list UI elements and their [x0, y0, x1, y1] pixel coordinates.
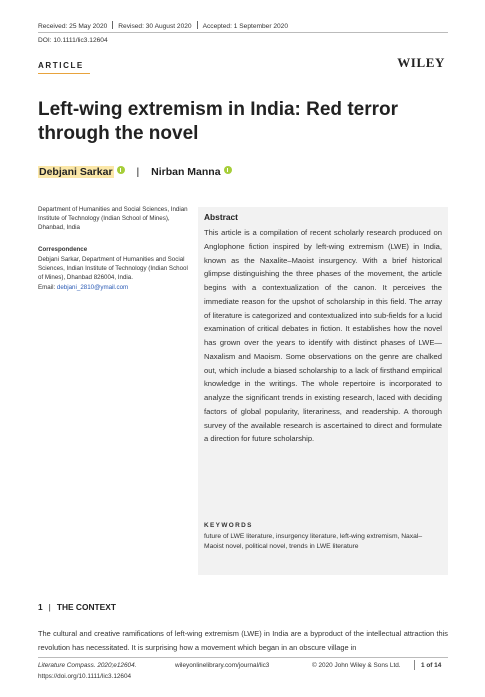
- page-indicator: 1 of 14: [421, 662, 442, 669]
- correspondence-address: Debjani Sarkar, Department of Humanities and Social Sciences, Indian Institute of Technology (Indian School of Mines), Dhanbad 826004, India.: [38, 256, 188, 282]
- revised-date: Revised: 30 August 2020: [118, 23, 192, 30]
- email-link[interactable]: debjani_2810@ymail.com: [56, 283, 129, 291]
- author-name[interactable]: Debjani Sarkar: [39, 166, 113, 178]
- abstract-text: This article is a compilation of recent scholarly research produced on Anglophone fiction inspired by left-wing extremism (LWE) in India, known as the Naxalite–Maoist insurgency. With a brief historical glimpse distinguishing the three phases of the movement, the article begins with a contextualization of the canon. It perceives the immediate reason for the upshot of scholarship in this field. The array of literature is categorized and contextualized into sub-fields for a lucid examination of critical debates in fiction. It establishes how the novel has grown over the years to identify with distinct phases of LWE—Naxalism and Maoism. Some observations on the genre are chalked out, which include a biased scholarship to a lack of firsthand empirical knowledge in the writings. The whole repertoire is incorporated to analyze the significant trends in existing research, laced with deciding factors of global popularity, literariness, and readership. A thorough survey of the available research is ascertained to direct and formulate a direction for future scholarship.: [204, 228, 442, 444]
- header-rule: [38, 32, 448, 33]
- orcid-icon[interactable]: [224, 166, 232, 174]
- body-paragraph: The cultural and creative ramifications of left-wing extremism (LWE) in India are a byproduct of the intellectual attraction this revolution has necessitated. It is surprising how a movement which began in an obscure village in: [38, 629, 448, 652]
- orcid-icon[interactable]: [117, 166, 125, 174]
- publication-dates: [38, 21, 288, 30]
- article-type-rule: [38, 73, 90, 74]
- keywords-text: future of LWE literature, insurgency literature, left-wing extremism, Naxal–Maoist novel, political novel, trends in LWE literature: [204, 533, 423, 550]
- doi-text[interactable]: DOI: 10.1111/lic3.12604: [38, 37, 108, 44]
- correspondence-heading: Correspondence: [38, 246, 88, 253]
- section-heading: [38, 602, 116, 612]
- correspondence: [38, 255, 188, 292]
- journal-url-link[interactable]: wileyonlinelibrary.com/journal/lic3: [175, 662, 270, 669]
- email-label: Email:: [38, 283, 57, 291]
- date-divider: [197, 21, 198, 29]
- affiliation: Department of Humanities and Social Sciences, Indian Institute of Technology (Indian School of Mines), Dhanbad, India: [38, 206, 188, 232]
- footer-doi-link[interactable]: https://doi.org/10.1111/lic3.12604: [38, 673, 132, 680]
- article-type-label: ARTICLE: [38, 61, 84, 70]
- section-separator: |: [48, 602, 51, 612]
- author-name[interactable]: Nirban Manna: [151, 166, 221, 178]
- section-title: THE CONTEXT: [56, 602, 116, 612]
- author-list: [38, 166, 232, 178]
- abstract-heading: Abstract: [204, 212, 238, 222]
- journal-citation: Literature Compass. 2020;e12604.: [38, 662, 137, 669]
- author-separator: |: [136, 166, 140, 178]
- section-number: 1: [38, 602, 43, 612]
- footer-divider: [414, 660, 415, 670]
- copyright-notice: © 2020 John Wiley & Sons Ltd.: [312, 662, 401, 669]
- keywords-heading: KEYWORDS: [204, 522, 253, 529]
- footer-rule: [38, 657, 448, 658]
- paper-title: Left-wing extremism in India: Red terror through the novel: [38, 99, 398, 144]
- accepted-date: Accepted: 1 September 2020: [202, 23, 289, 30]
- received-date: Received: 25 May 2020: [38, 23, 108, 30]
- date-divider: [112, 21, 113, 29]
- publisher-logo[interactable]: WILEY: [397, 55, 445, 70]
